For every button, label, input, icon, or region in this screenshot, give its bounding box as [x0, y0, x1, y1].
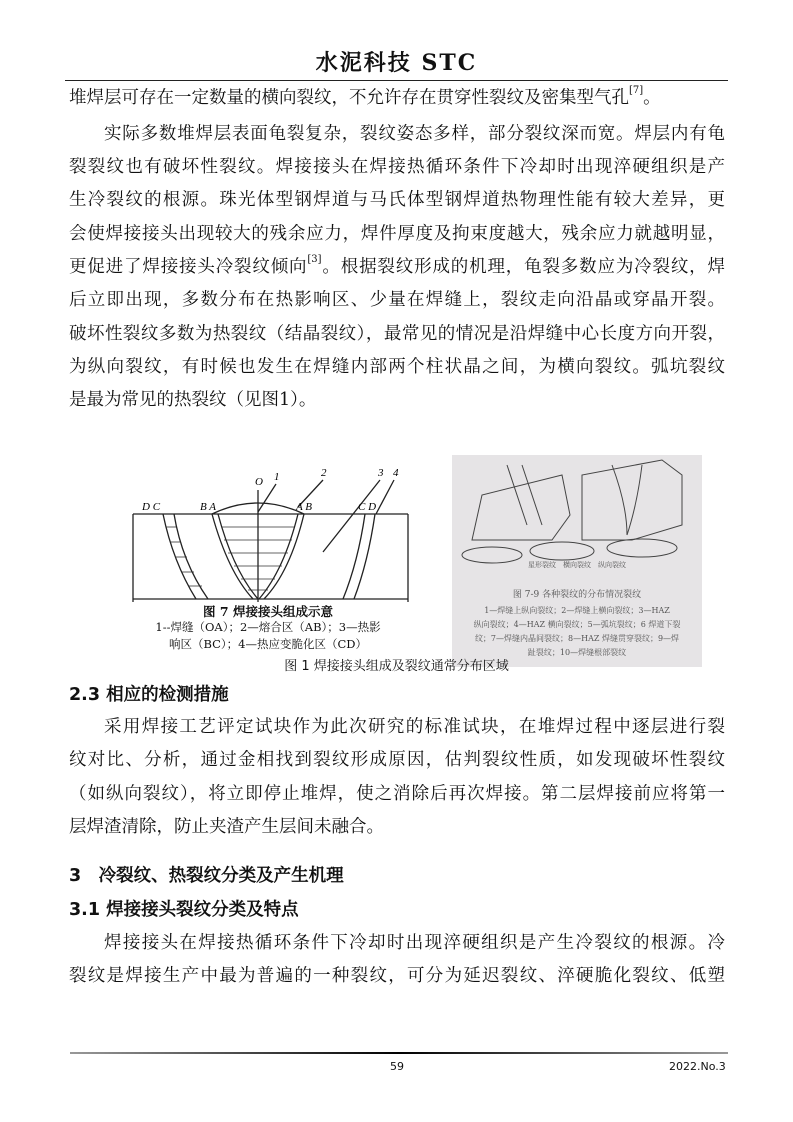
citation: [7] [629, 85, 644, 96]
weld-joint-drawing [118, 452, 418, 602]
paragraph-line [69, 255, 725, 279]
paragraph-line: （如纵向裂纹），将立即停止堆焊，使之消除后再次焊接。第二层焊接前应将第一 [69, 784, 725, 804]
sublabel: 纵向裂纹 [598, 561, 626, 569]
paragraph-line: 为纵向裂纹，有时候也发生在焊缝内部两个柱状晶之间，为横向裂纹。弧坑裂纹 [69, 357, 725, 377]
label-4: 4 [393, 467, 399, 479]
label-3: 3 [378, 467, 384, 479]
paragraph-line: 生冷裂纹的根源。珠光体型钢焊道与马氏体型钢焊道热物理性能有较大差异，更 [69, 190, 725, 210]
section-heading: 3.1 焊接接头裂纹分类及特点 [69, 900, 299, 920]
header-rule [65, 80, 728, 81]
figure-caption: 图 1 焊接接头组成及裂纹通常分布区域 [284, 659, 509, 674]
photo-title: 图 7-9 各种裂纹的分布情况裂纹 [512, 590, 642, 600]
text: 。根据裂纹形成的机理，龟裂多数应为冷裂纹，焊 [321, 257, 726, 277]
photo-legend: 纵向裂纹；4—HAZ 横向裂纹；5—弧坑裂纹；6 焊道下裂 [473, 620, 681, 629]
text: 。 [643, 88, 661, 108]
journal-header: 水泥科技 STC [315, 50, 478, 76]
paragraph-line: 采用焊接工艺评定试块作为此次研究的标准试块，在堆焊过程中逐层进行裂 [104, 717, 725, 737]
crack-distribution-photo [452, 455, 702, 667]
section-heading: 3 冷裂纹、热裂纹分类及产生机理 [69, 866, 344, 886]
citation: [3] [307, 254, 322, 265]
paragraph-line: 裂纹是焊接生产中最为普遍的一种裂纹，可分为延迟裂纹、淬硬脆化裂纹、低塑 [69, 966, 725, 986]
paragraph-line: 层焊渣清除，防止夹渣产生层间未融合。 [69, 817, 384, 837]
label-cd: C D [358, 501, 377, 513]
label-2: 2 [321, 467, 327, 479]
figure7-title: 图 7 焊接接头组成示意 [203, 604, 333, 619]
crack-sketch [452, 455, 702, 565]
issue-label: 2022.No.3 [669, 1060, 726, 1073]
label-ab: A B [296, 501, 312, 513]
photo-legend: 1—焊缝上纵向裂纹；2—焊缝上横向裂纹；3—HAZ [484, 606, 670, 615]
paragraph-line: 纹对比、分析，通过金相找到裂纹形成原因，估判裂纹性质，如发现破坏性裂纹 [69, 750, 725, 770]
footer-rule [70, 1052, 728, 1054]
figure7-legend: 响区（BC）；4—热应变脆化区（CD） [168, 637, 368, 651]
label-dc: D C [142, 501, 161, 513]
text: 堆焊层可存在一定数量的横向裂纹，不允许存在贯穿性裂纹及密集型气孔 [69, 88, 629, 108]
paragraph-line: 实际多数堆焊层表面龟裂复杂，裂纹姿态多样，部分裂纹深而宽。焊层内有龟 [104, 124, 725, 144]
figure7-legend: 1--焊缝（OA）；2—熔合区（AB）；3—热影 [155, 620, 381, 634]
photo-legend: 趾裂纹；10—焊缝根部裂纹 [527, 648, 627, 657]
sublabel: 星形裂纹 [528, 561, 556, 569]
section-heading: 2.3 相应的检测措施 [69, 685, 229, 705]
paragraph-line: 后立即出现，多数分布在热影响区、少量在焊缝上，裂纹走向沿晶或穿晶开裂。 [69, 290, 725, 310]
paragraph-line: 裂裂纹也有破坏性裂纹。焊接接头在焊接热循环条件下冷却时出现淬硬组织是产 [69, 157, 725, 177]
label-o: O [255, 476, 263, 488]
paragraph-line: 焊接接头在焊接热循环条件下冷却时出现淬硬组织是产生冷裂纹的根源。冷 [104, 933, 725, 953]
photo-legend: 纹；7—焊缝内晶间裂纹；8—HAZ 焊缝贯穿裂纹；9—焊 [474, 634, 680, 643]
text: 更促进了焊接接头冷裂纹倾向 [69, 257, 308, 277]
paragraph-line: 是最为常见的热裂纹（见图1）。 [69, 390, 317, 410]
page-number: 59 [390, 1060, 404, 1073]
label-1: 1 [274, 471, 280, 483]
weld-joint-diagram [118, 452, 418, 652]
paragraph-line: 会使焊接接头出现较大的残余应力，焊件厚度及拘束度越大，残余应力就越明显， [69, 224, 725, 244]
sublabel: 横向裂纹 [563, 561, 591, 569]
label-ba: B A [200, 501, 216, 513]
photo-sublabels [452, 560, 702, 570]
paragraph-line: 破坏性裂纹多数为热裂纹（结晶裂纹），最常见的情况是沿焊缝中心长度方向开裂， [69, 324, 725, 344]
paragraph-line [69, 86, 725, 110]
